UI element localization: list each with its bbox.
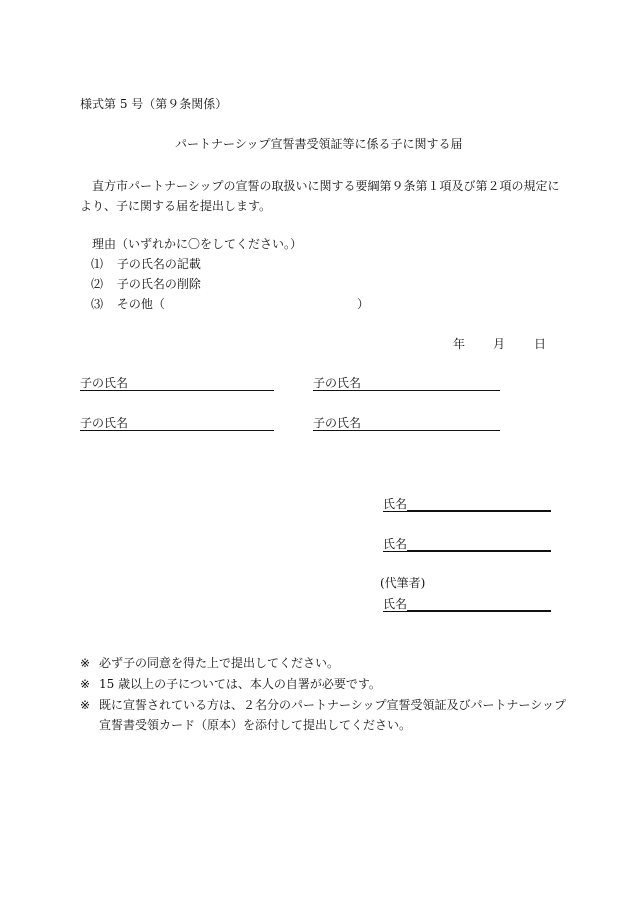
reason-other-close: ） [357, 297, 370, 311]
note-text: 既に宣誓されている方は、２名分のパートナーシップ宣誓受領証及びパートナーシップ [99, 698, 567, 712]
form-number: 様式第 5 号（第９条関係） [80, 97, 228, 111]
child-name-label: 子の氏名 [80, 416, 129, 430]
signature-name-line[interactable] [407, 537, 551, 551]
child-name-field-3[interactable] [80, 417, 274, 431]
note-text: 必ず子の同意を得た上で提出してください。 [99, 656, 340, 670]
body-line-2: より、子に関する届を提出します。 [80, 199, 272, 213]
reason-item-label: 子の氏名の記載 [116, 257, 201, 271]
proxy-label: (代筆者) [380, 576, 426, 590]
signature-name-field-2[interactable] [383, 537, 551, 551]
date-year-label: 年 [453, 337, 466, 351]
child-name-field-2[interactable] [313, 377, 500, 391]
reason-item-number: ⑵ [91, 277, 104, 291]
child-name-line[interactable] [361, 377, 500, 391]
reason-item-label: 子の氏名の削除 [116, 277, 201, 291]
date-day-label: 日 [534, 337, 547, 351]
body-line-1: 直方市パートナーシップの宣誓の取扱いに関する要綱第９条第１項及び第２項の規定に [92, 179, 560, 193]
signature-name-label: 氏名 [383, 497, 408, 511]
signature-name-field-1[interactable] [383, 497, 551, 511]
page-title: パートナーシップ宣誓書受領証等に係る子に関する届 [175, 137, 463, 151]
signature-name-field-3[interactable] [383, 597, 551, 611]
child-name-label: 子の氏名 [313, 376, 362, 390]
note-mark: ※ [80, 677, 91, 691]
child-name-field-4[interactable] [313, 417, 500, 431]
signature-name-line[interactable] [407, 597, 551, 611]
signature-name-label: 氏名 [383, 537, 408, 551]
signature-name-label: 氏名 [383, 597, 408, 611]
signature-name-line[interactable] [407, 497, 551, 511]
signature-underline-1 [383, 511, 551, 512]
child-name-field-1[interactable] [80, 377, 274, 391]
date-month-label: 月 [493, 337, 506, 351]
note-2 [80, 678, 381, 690]
reason-item-3[interactable] [91, 298, 165, 310]
note-mark: ※ [80, 698, 91, 712]
reason-item-2[interactable] [91, 278, 201, 290]
reason-item-label: その他（ [116, 297, 165, 311]
child-name-label: 子の氏名 [313, 416, 362, 430]
note-1 [80, 657, 339, 669]
reason-item-1[interactable] [91, 258, 201, 270]
reason-item-number: ⑴ [91, 257, 104, 271]
note-text: 15 歳以上の子については、本人の自署が必要です。 [99, 677, 381, 691]
child-name-label: 子の氏名 [80, 376, 129, 390]
note-3 [80, 699, 566, 711]
child-name-line[interactable] [128, 417, 274, 431]
child-name-line[interactable] [361, 417, 500, 431]
signature-underline-2 [383, 551, 551, 552]
note-mark: ※ [80, 656, 91, 670]
reason-item-number: ⑶ [91, 297, 104, 311]
signature-underline-3 [383, 611, 551, 612]
child-name-line[interactable] [128, 377, 274, 391]
note-3-continuation: 宣誓書受領カード（原本）を添付して提出してください。 [99, 718, 412, 732]
reason-heading: 理由（いずれかに〇をしてください。） [92, 237, 303, 251]
